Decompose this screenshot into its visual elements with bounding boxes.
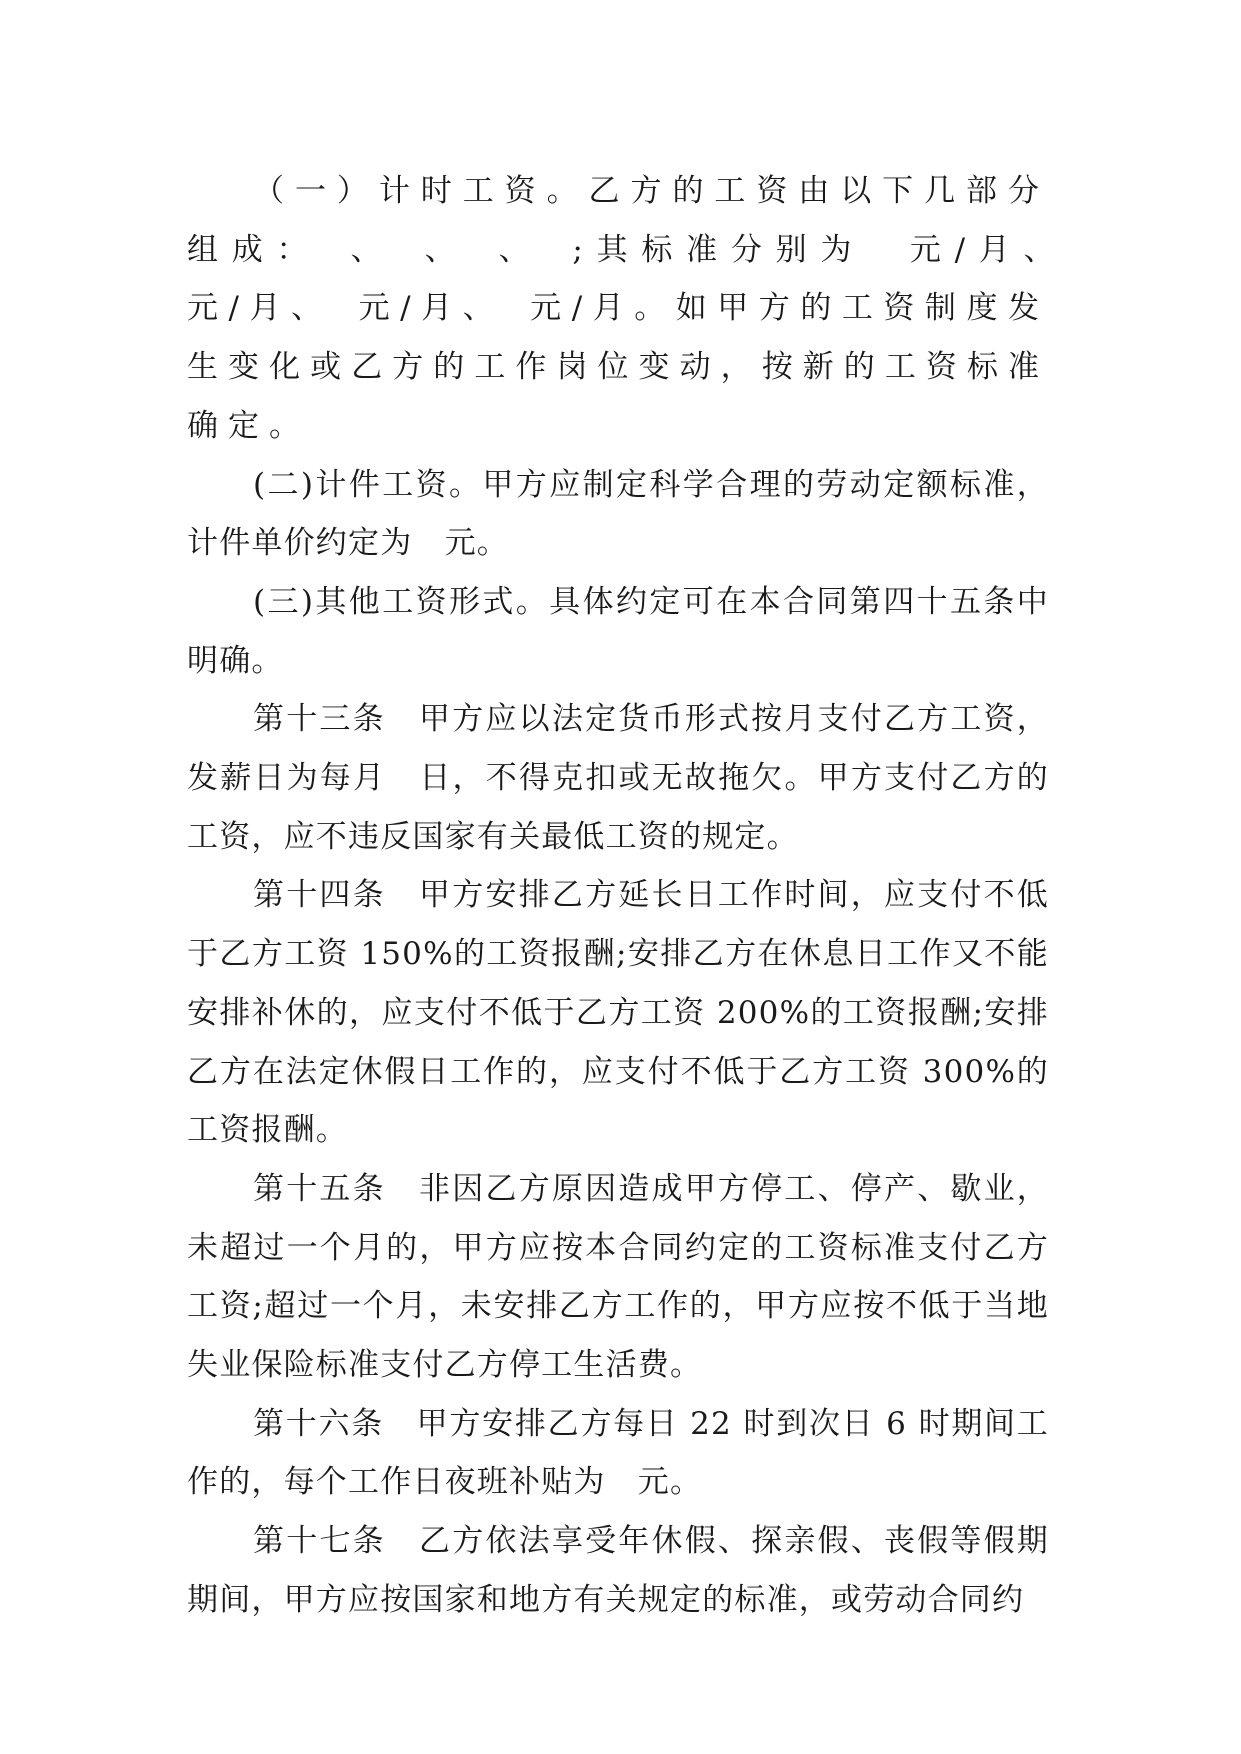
paragraph-article-13: 第十三条 甲方应以法定货币形式按月支付乙方工资，发薪日为每月 日，不得克扣或无故拖欠。甲方支付乙方的工资，应不违反国家有关最低工资的规定。 (187, 701, 1049, 855)
paragraph-other-wage-forms: (三)其他工资形式。具体约定可在本合同第四十五条中明确。 (187, 583, 1049, 679)
contract-body (187, 162, 1090, 1630)
paragraph-article-14: 第十四条 甲方安排乙方延长日工作时间，应支付不低于乙方工资 150%的工资报酬;安排乙方在休息日工作又不能安排补休的，应支付不低于乙方工资 200%的工资报酬;安排乙方在法定休假日工作的，应支付不低于乙方工资 300%的工资报酬。 (187, 877, 1049, 1149)
paragraph-hourly-wage: （一）计时工资。乙方的工资由以下几部分组成： 、 、 、 ;其标准分别为 元/月、 元/月、 元/月、 元/月。如甲方的工资制度发生变化或乙方的工作岗位变动，按新的工资标准确定。 (187, 173, 1090, 444)
paragraph-article-17: 第十七条 乙方依法享受年休假、探亲假、丧假等假期期间，甲方应按国家和地方有关规定的标准，或劳动合同约 (187, 1523, 1049, 1618)
paragraph-piece-rate-wage: (二)计件工资。甲方应制定科学合理的劳动定额标准，计件单价约定为 元。 (187, 466, 1049, 562)
paragraph-article-15: 第十五条 非因乙方原因造成甲方停工、停产、歇业，未超过一个月的，甲方应按本合同约定的工资标准支付乙方工资;超过一个月，未安排乙方工作的，甲方应按不低于当地失业保险标准支付乙方停工生活费。 (187, 1170, 1049, 1384)
paragraph-article-16: 第十六条 甲方安排乙方每日 22 时到次日 6 时期间工作的，每个工作日夜班补贴为 元。 (187, 1405, 1049, 1501)
